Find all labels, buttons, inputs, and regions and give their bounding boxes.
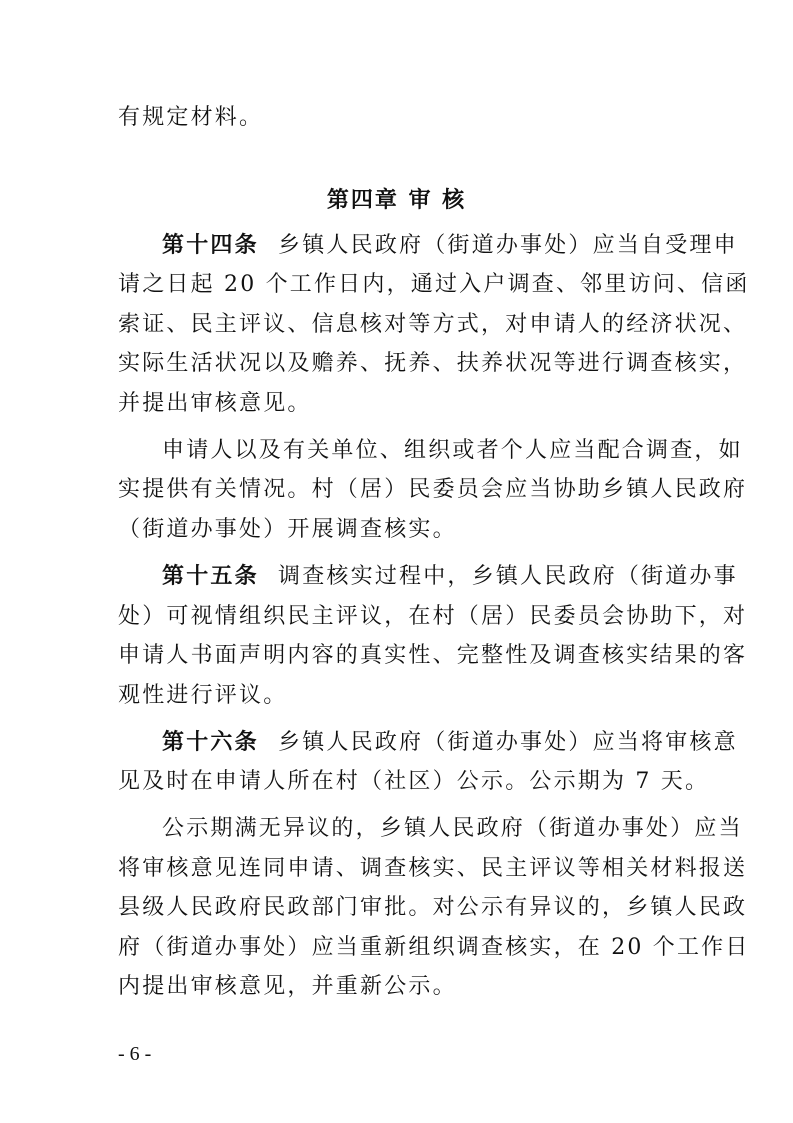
body-line: 观性进行评议。 <box>118 683 288 708</box>
body-line: 实际生活状况以及赡养、抚养、扶养状况等进行调查核实， <box>118 351 748 376</box>
body-line: 处）可视情组织民主评议，在村（居）民委员会协助下，对 <box>118 604 748 629</box>
body-line: 内提出审核意见，并重新公示。 <box>118 974 457 999</box>
body-line: 请之日起 20 个工作日内，通过入户调查、邻里访问、信函 <box>118 272 750 297</box>
article-text: 乡镇人民政府（街道办事处）应当自受理申 <box>278 233 738 258</box>
page-number: - 6 - <box>118 1043 152 1065</box>
article-first-line <box>162 728 738 758</box>
body-line: 有规定材料。 <box>118 105 264 130</box>
article-label: 第十五条 <box>162 564 259 589</box>
body-line: 县级人民政府民政部门审批。对公示有异议的，乡镇人民政 <box>118 895 748 920</box>
body-line: 并提出审核意见。 <box>118 391 312 416</box>
body-line: 申请人书面声明内容的真实性、完整性及调查核实结果的客 <box>118 643 748 668</box>
article-first-line <box>162 562 738 592</box>
body-line: 府（街道办事处）应当重新组织调查核实，在 20 个工作日 <box>118 935 750 960</box>
body-line: 实提供有关情况。村（居）民委员会应当协助乡镇人民政府 <box>118 477 748 502</box>
body-line: （街道办事处）开展调查核实。 <box>118 517 457 542</box>
article-text: 乡镇人民政府（街道办事处）应当将审核意 <box>278 730 738 755</box>
article-first-line <box>162 231 738 261</box>
body-line: 将审核意见连同申请、调查核实、民主评议等相关材料报送 <box>118 856 748 881</box>
paragraph-first-line: 公示期满无异议的，乡镇人民政府（街道办事处）应当 <box>162 816 743 841</box>
body-line: 索证、民主评议、信息核对等方式，对申请人的经济状况、 <box>118 312 748 337</box>
paragraph-first-line: 申请人以及有关单位、组织或者个人应当配合调查，如 <box>162 438 743 463</box>
chapter-heading: 第四章 审 核 <box>326 188 467 213</box>
article-label: 第十四条 <box>162 233 259 258</box>
article-label: 第十六条 <box>162 730 259 755</box>
body-line: 见及时在申请人所在村（社区）公示。公示期为 7 天。 <box>118 769 710 794</box>
article-text: 调查核实过程中，乡镇人民政府（街道办事 <box>278 564 738 589</box>
